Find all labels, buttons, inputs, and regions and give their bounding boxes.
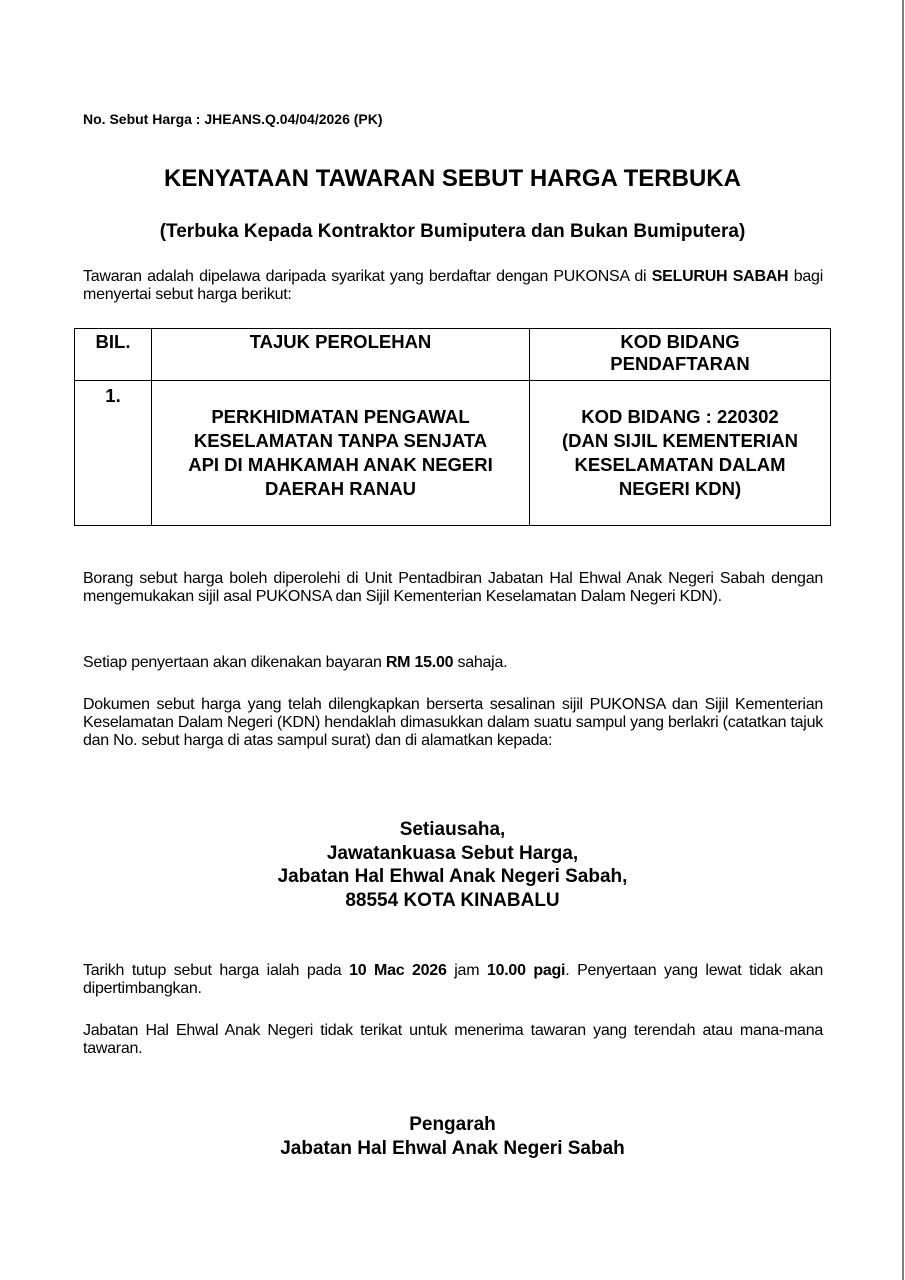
intro-paragraph <box>83 268 823 304</box>
submission-paragraph: Dokumen sebut harga yang telah dilengkapkan berserta sesalinan sijil PUKONSA dan Sijil Kementerian Keselamatan Dalam Negeri (KDN) hendaklah dimasukkan dalam suatu sampul yang berlakri (catatkan tajuk dan No. sebut harga di atas sampul surat) dan di alamatkan kepada: <box>83 696 823 749</box>
address-line: Jawatankuasa Sebut Harga, <box>326 842 579 864</box>
procurement-table <box>74 328 831 526</box>
address-line: Setiausaha, <box>399 819 506 840</box>
signoff-title: Pengarah <box>409 1114 496 1135</box>
closing-date: 10 Mac 2026 <box>349 962 447 979</box>
kod-line: NEGERI KDN) <box>618 478 742 499</box>
document-subtitle: (Terbuka Kepada Kontraktor Bumiputera dan Bukan Bumiputera) <box>159 221 746 242</box>
fee-amount: RM 15.00 <box>385 654 454 671</box>
disclaimer-paragraph: Jabatan Hal Ehwal Anak Negeri tidak terikat untuk menerima tawaran yang terendah atau mana-mana tawaran. <box>83 1022 823 1057</box>
header-kod-bidang <box>530 329 831 381</box>
quotation-reference-number: No. Sebut Harga : JHEANS.Q.04/04/2026 (PK) <box>83 111 383 127</box>
intro-text-2: bagi menyertai sebut harga berikut: <box>83 268 824 303</box>
fee-text-1: Setiap penyertaan akan dikenakan bayaran <box>83 654 386 671</box>
row-bil-cell <box>75 381 152 526</box>
kod-line: KESELAMATAN DALAM <box>574 454 786 475</box>
kod-line: (DAN SIJIL KEMENTERIAN <box>561 430 799 451</box>
row-tajuk-cell <box>152 381 530 526</box>
header-bil-label: BIL. <box>95 331 131 352</box>
table-header-row <box>75 329 831 381</box>
tajuk-line: KESELAMATAN TANPA SENJATA <box>193 430 488 451</box>
fee-text-2: sahaja. <box>453 654 508 671</box>
intro-bold-region: SELURUH SABAH <box>651 268 789 285</box>
closing-time: 10.00 pagi <box>486 962 566 979</box>
address-line: 88554 KOTA KINABALU <box>345 889 560 911</box>
header-kod-line-2: PENDAFTARAN <box>610 353 750 374</box>
row-kod-cell <box>530 381 831 526</box>
signoff-block <box>0 1113 905 1161</box>
closing-date-paragraph <box>83 962 823 998</box>
closing-text-3: . Penyertaan yang lewat tidak akan dipertimbangkan. <box>83 962 824 997</box>
closing-text-1: Tarikh tutup sebut harga ialah pada <box>83 962 350 979</box>
address-line: Jabatan Hal Ehwal Anak Negeri Sabah, <box>277 866 628 887</box>
form-availability-paragraph: Borang sebut harga boleh diperolehi di Unit Pentadbiran Jabatan Hal Ehwal Anak Negeri Sabah dengan mengemukakan sijil asal PUKONSA dan Sijil Kementerian Keselamatan Dalam Negeri KDN). <box>83 570 823 605</box>
document-title: KENYATAAN TAWARAN SEBUT HARGA TERBUKA <box>164 165 741 192</box>
fee-paragraph <box>83 654 823 672</box>
kod-line: KOD BIDANG : 220302 <box>581 406 779 427</box>
closing-text-2: jam <box>446 962 487 979</box>
intro-text-1: Tawaran adalah dipelawa daripada syarikat yang berdaftar dengan PUKONSA di <box>83 268 652 285</box>
tajuk-line: DAERAH RANAU <box>264 478 417 499</box>
header-bil <box>75 329 152 381</box>
address-block <box>0 818 905 912</box>
header-tajuk-label: TAJUK PEROLEHAN <box>249 331 432 352</box>
header-kod-line-1: KOD BIDANG <box>620 331 740 352</box>
table-row <box>75 381 831 526</box>
header-tajuk <box>152 329 530 381</box>
tajuk-line: API DI MAHKAMAH ANAK NEGERI <box>188 454 493 475</box>
tajuk-line: PERKHIDMATAN PENGAWAL <box>211 406 470 427</box>
signoff-department: Jabatan Hal Ehwal Anak Negeri Sabah <box>280 1138 625 1159</box>
row-bil-value: 1. <box>105 385 121 406</box>
